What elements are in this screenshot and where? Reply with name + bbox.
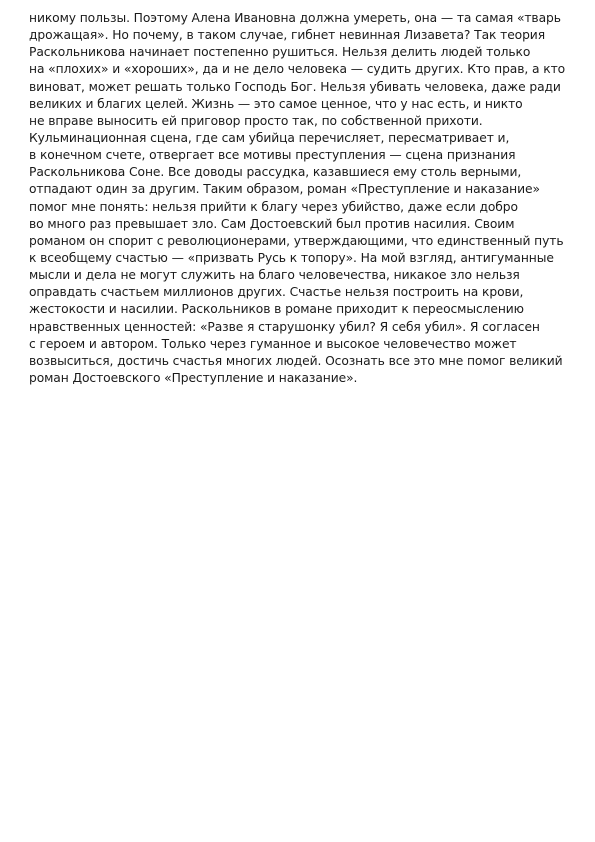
text-line: с героем и автором. Только через гуманное и высокое человечество может bbox=[29, 336, 517, 351]
text-line: возвыситься, достичь счастья многих людей. Осознать все это мне помог великий bbox=[29, 353, 563, 368]
text-line: во много раз превышает зло. Сам Достоевский был против насилия. Своим bbox=[29, 216, 515, 231]
text-line: Раскольникова Соне. Все доводы рассудка, казавшиеся ему столь верными, bbox=[29, 165, 522, 180]
text-line: Кульминационная сцена, где сам убийца перечисляет, пересматривает и, bbox=[29, 130, 510, 145]
text-line: в конечном счете, отвергает все мотивы преступления — сцена признания bbox=[29, 148, 516, 163]
text-line: на «плохих» и «хороших», да и не дело человека — судить других. Кто прав, а кто bbox=[29, 62, 566, 77]
essay-text bbox=[29, 10, 574, 387]
text-line: Раскольникова начинает постепенно рушиться. Нельзя делить людей только bbox=[29, 45, 531, 60]
text-line: не вправе выносить ей приговор просто так, по собственной прихоти. bbox=[29, 113, 483, 128]
text-line: к всеобщему счастью — «призвать Русь к топору». На мой взгляд, антигуманные bbox=[29, 250, 554, 265]
text-line: помог мне понять: нельзя прийти к благу через убийство, даже если добро bbox=[29, 199, 518, 214]
text-line: нравственных ценностей: «Разве я старушонку убил? Я себя убил». Я согласен bbox=[29, 319, 540, 334]
text-line: виноват, может решать только Господь Бог. Нельзя убивать человека, даже ради bbox=[29, 79, 561, 94]
text-line: мысли и дела не могут служить на благо человечества, никакое зло нельзя bbox=[29, 268, 520, 283]
text-line: великих и благих целей. Жизнь — это самое ценное, что у нас есть, и никто bbox=[29, 96, 523, 111]
text-line: отпадают один за другим. Таким образом, роман «Преступление и наказание» bbox=[29, 182, 540, 197]
text-line: жестокости и насилии. Раскольников в романе приходит к переосмыслению bbox=[29, 302, 524, 317]
text-line: дрожащая». Но почему, в таком случае, гибнет невинная Лизавета? Так теория bbox=[29, 28, 545, 43]
text-line: романом он спорит с революционерами, утверждающими, что единственный путь bbox=[29, 233, 564, 248]
text-line: оправдать счастьем миллионов других. Счастье нельзя построить на крови, bbox=[29, 285, 524, 300]
text-line: роман Достоевского «Преступление и наказание». bbox=[29, 370, 358, 385]
text-line: никому пользы. Поэтому Алена Ивановна должна умереть, она — та самая «тварь bbox=[29, 11, 561, 25]
